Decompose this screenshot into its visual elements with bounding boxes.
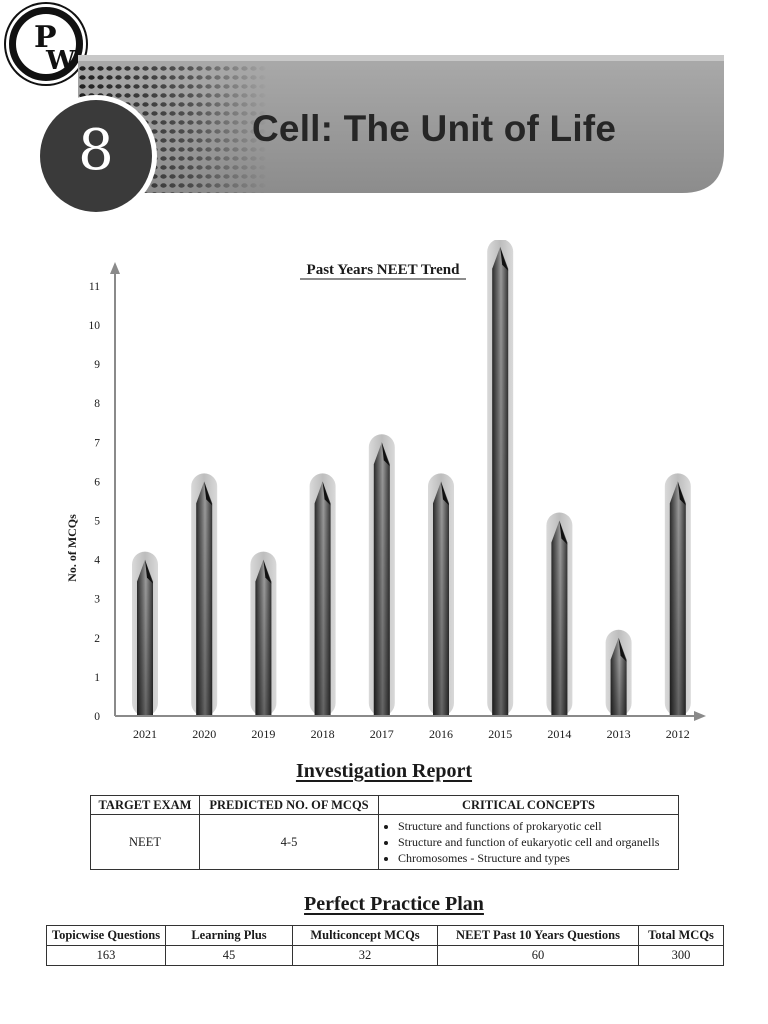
- chapter-title: Cell: The Unit of Life: [252, 108, 617, 149]
- x-axis-arrow: [694, 711, 706, 721]
- neet-trend-chart: [0, 240, 768, 750]
- investigation-report-heading: Investigation Report: [295, 760, 473, 782]
- chart-title: Past Years NEET Trend: [306, 262, 460, 278]
- table-row: [91, 815, 679, 870]
- x-tick-label: 2016: [429, 727, 453, 741]
- predicted-mcqs-value: 4-5: [200, 815, 379, 870]
- header-target-exam: TARGET EXAM: [91, 796, 200, 815]
- bar-shade: [374, 464, 390, 716]
- chapter-number: 8: [78, 118, 114, 183]
- x-tick-label: 2019: [251, 727, 276, 741]
- header-neet-past: NEET Past 10 Years Questions: [438, 926, 639, 946]
- logo-inner: [16, 14, 76, 74]
- y-tick-label: 0: [94, 711, 100, 723]
- x-tick-label: 2021: [133, 727, 157, 741]
- y-tick-label: 7: [94, 437, 100, 450]
- bar-shade: [492, 269, 508, 716]
- y-axis-arrow: [110, 262, 120, 274]
- investigation-table: [90, 795, 679, 870]
- logo-letter-w: W: [46, 46, 76, 76]
- learning-plus-value: 45: [166, 946, 293, 966]
- bar-shade: [196, 503, 212, 716]
- x-tick-label: 2013: [606, 727, 631, 741]
- practice-plan-table: [46, 925, 724, 966]
- critical-concepts-cell: [379, 815, 679, 870]
- y-tick-label: 10: [88, 320, 100, 332]
- y-tick-label: 6: [94, 476, 100, 489]
- header-topicwise: Topicwise Questions: [47, 926, 166, 946]
- practice-plan-heading: Perfect Practice Plan: [304, 893, 484, 915]
- x-tick-label: 2012: [665, 727, 690, 741]
- y-tick-label: 4: [94, 554, 100, 567]
- concepts-list: [385, 818, 672, 866]
- y-tick-label: 11: [88, 280, 100, 293]
- x-tick-label: 2018: [310, 727, 335, 741]
- x-tick-label: 2014: [547, 727, 572, 741]
- bar-shade: [670, 503, 686, 716]
- target-exam-value: NEET: [91, 815, 200, 870]
- list-item: • Structure and function of eukaryotic cell and organells: [398, 834, 672, 850]
- y-axis-label: No. of MCQs: [65, 514, 79, 582]
- bar-shade: [611, 660, 627, 716]
- y-tick-label: 5: [94, 515, 100, 528]
- topicwise-value: 163: [47, 946, 166, 966]
- header-multiconcept: Multiconcept MCQs: [293, 926, 438, 946]
- pw-logo: [6, 4, 86, 84]
- bar-shade: [551, 543, 567, 717]
- bar-shade: [137, 582, 153, 716]
- x-tick-label: 2015: [488, 727, 513, 741]
- bar-shade: [433, 503, 449, 716]
- header-predicted-mcqs: PREDICTED NO. OF MCQS: [200, 796, 379, 815]
- y-tick-label: 2: [94, 632, 100, 645]
- total-mcqs-value: 300: [639, 946, 724, 966]
- list-item: • Structure and functions of prokaryotic cell: [398, 818, 672, 834]
- logo-letter-p: P: [34, 20, 57, 55]
- x-tick-label: 2017: [369, 727, 394, 741]
- table-row: [47, 946, 724, 966]
- x-tick-label: 2020: [192, 727, 217, 741]
- multiconcept-value: 32: [293, 946, 438, 966]
- y-tick-label: 1: [94, 671, 100, 684]
- y-tick-label: 8: [94, 398, 100, 411]
- bar-shade: [315, 503, 331, 716]
- bar-shade: [255, 582, 271, 716]
- header-total-mcqs: Total MCQs: [639, 926, 724, 946]
- y-tick-label: 3: [94, 593, 100, 606]
- header-critical-concepts: CRITICAL CONCEPTS: [379, 796, 679, 815]
- header-learning-plus: Learning Plus: [166, 926, 293, 946]
- neet-past-value: 60: [438, 946, 639, 966]
- list-item: • Chromosomes - Structure and types: [398, 850, 672, 866]
- y-tick-label: 9: [94, 359, 100, 372]
